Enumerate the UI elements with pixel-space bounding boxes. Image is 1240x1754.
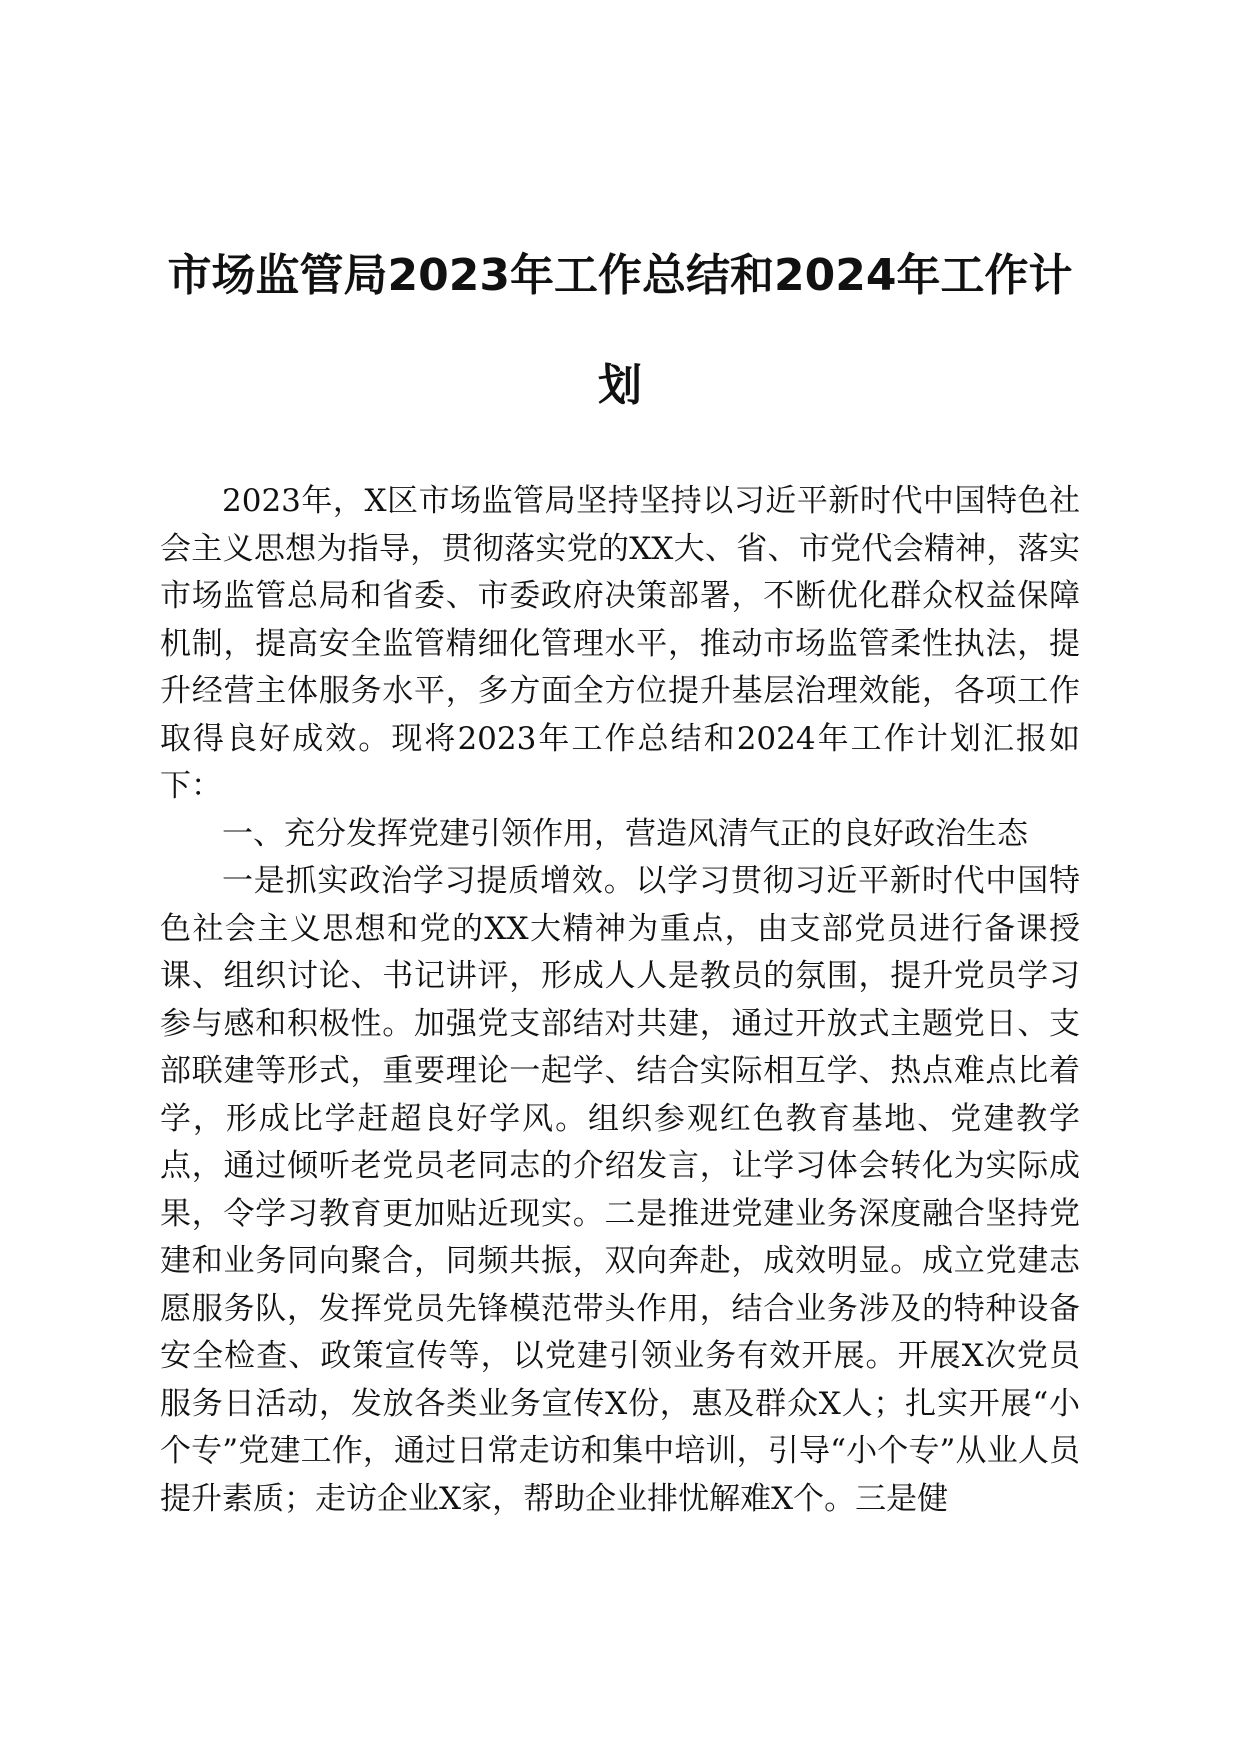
document-title (160, 246, 1080, 416)
intro-paragraph: 2023年，X区市场监管局坚持坚持以习近平新时代中国特色社会主义思想为指导，贯彻落实党的XX大、省、市党代会精神，落实市场监管总局和省委、市委政府决策部署，不断优化群众权益保障机制，提高安全监管精细化管理水平，推动市场监管柔性执法，提升经营主体服务水平，多方面全方位提升基层治理效能，各项工作取得良好成效。现将2023年工作总结和2024年工作计划汇报如下： (160, 483, 1080, 804)
section-1-paragraph: 一是抓实政治学习提质增效。以学习贯彻习近平新时代中国特色社会主义思想和党的XX大精神为重点，由支部党员进行备课授课、组织讨论、书记讲评，形成人人是教员的氛围，提升党员学习参与感和积极性。加强党支部结对共建，通过开放式主题党日、支部联建等形式，重要理论一起学、结合实际相互学、热点难点比着学，形成比学赶超良好学风。组织参观红色教育基地、党建教学点，通过倾听老党员老同志的介绍发言，让学习体会转化为实际成果，令学习教育更加贴近现实。二是推进党建业务深度融合坚持党建和业务同向聚合，同频共振，双向奔赴，成效明显。成立党建志愿服务队，发挥党员先锋模范带头作用，结合业务涉及的特种设备安全检查、政策宣传等，以党建引领业务有效开展。开展X次党员服务日活动，发放各类业务宣传X份，惠及群众X人；扎实开展“小个专”党建工作，通过日常走访和集中培训，引导“小个专”从业人员提升素质；走访企业X家，帮助企业排忧解难X个。三是健 (160, 863, 1080, 1517)
document-page (160, 246, 1080, 1523)
title-line-2: 划 (598, 360, 642, 411)
document-body (160, 478, 1080, 1523)
title-line-1: 市场监管局2023年工作总结和2024年工作计 (167, 250, 1073, 301)
section-1-heading: 一、充分发挥党建引领作用，营造风清气正的良好政治生态 (222, 815, 1028, 852)
